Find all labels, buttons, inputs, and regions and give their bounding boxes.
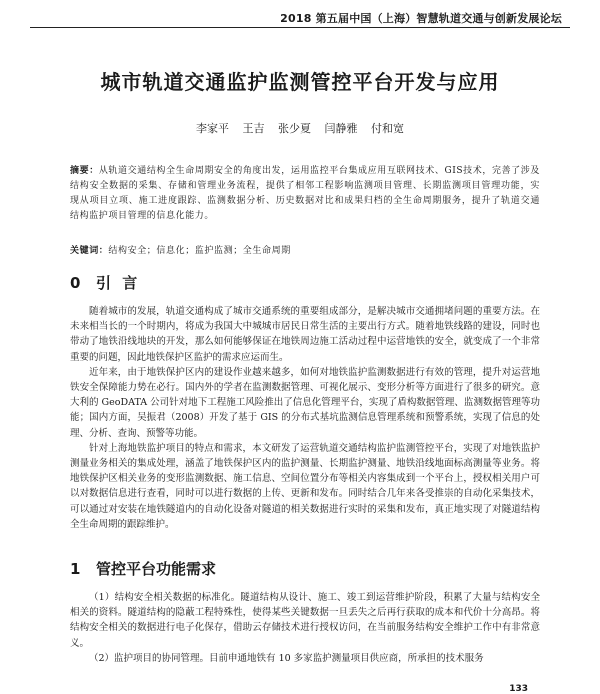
section-heading-introduction bbox=[70, 272, 140, 293]
keywords-text: 结构安全；信息化；监护监测；全生命周期 bbox=[108, 246, 291, 256]
author-name: 付和宽 bbox=[371, 122, 404, 135]
running-header bbox=[0, 0, 600, 28]
paragraph: 随着城市的发展，轨道交通构成了城市交通系统的重要组成部分，是解决城市交通拥堵问题的重要方法。在未来相当长的一个时期内，将成为我国大中城城市居民日常生活的主要出行方式。随着地铁线路的建设，同时也带动了地铁沿线地块的开发，那么如何能够保证在地铁周边施工活动过程中运营地铁的安全，就变成了一个非常重要的问题，因此地铁保护区监护的需求应运而生。 bbox=[70, 306, 540, 363]
keywords-label: 关键词： bbox=[70, 246, 109, 256]
section-title: 管控平台功能需求 bbox=[96, 560, 217, 578]
author-name: 张少夏 bbox=[278, 122, 311, 135]
paragraph: （1）结构安全相关数据的标准化。隧道结构从设计、施工、竣工到运营维护阶段，积累了大量与结构安全相关的资料。隧道结构的隐蔽工程特殊性，使得某些关键数据一旦丢失之后再行获取的成本和代价十分高昂。将结构安全相关的数据进行电子化保存，借助云存储技术进行授权访问，在当前服务结构安全维护工作中有非常意义。 bbox=[70, 592, 540, 649]
section-heading-requirements bbox=[70, 558, 216, 579]
abstract-text: 从轨道交通结构全生命周期安全的角度出发，运用监控平台集成应用互联网技术、GIS技术，完善了涉及结构安全数据的采集、存储和管理业务流程，提供了相邻工程影响监测项目管理、长期监测项目管理功能，实现从项目立项、施工进度跟踪、监测数据分析、历史数据对比和成果归档的全生命周期服务，提升了轨道交通结构监护项目管理的信息化能力。 bbox=[70, 166, 540, 221]
paragraph: 近年来，由于地铁保护区内的建设作业越来越多，如何对地铁监护监测数据进行有效的管理，提升对运营地铁安全保障能力势在必行。国内外的学者在监测数据管理、可视化展示、变形分析等方面进行了很多的研究。意大利的 GeoDATA 公司针对地下工程施工风险推出了信息化管理平台，实现了盾构数据管理、监测数据管理等功能；国内方面，吴振君（2008）开发了基于 GIS 的分布式基坑监测信息管理系统和预警系统，实现了信息的处理、分析、查询、预警等功能。 bbox=[70, 366, 540, 439]
abstract-label: 摘要： bbox=[70, 166, 99, 176]
author-name: 王吉 bbox=[242, 122, 265, 135]
paragraph: 针对上海地铁监护项目的特点和需求，本文研发了运营轨道交通结构监护监测管控平台，实现了对地铁监护测量业务相关的集成处理，涵盖了地铁保护区内的监护测量、长期监护测量、地铁沿线地面标高测量等业务。将地铁保护区相关业务的变形监测数据、施工信息、空间位置分布等相关内容集成到一个平台上，授权相关用户可以对数据信息进行查看，同时可以进行数据的上传、更新和发布。同时结合几年来各受推崇的自动化采集技术，可以通过对安装在地铁隧道内的自动化设备对隧道的相关数据进行实时的采集和发布，真正地实现了对隧道结构全生命周期的跟踪维护。 bbox=[70, 442, 540, 530]
author-name: 闫静雅 bbox=[324, 122, 358, 135]
author-list bbox=[0, 120, 600, 136]
page-number: 133 bbox=[509, 684, 528, 694]
section-number: 1 bbox=[70, 560, 81, 578]
paper-title: 城市轨道交通监护监测管控平台开发与应用 bbox=[100, 70, 500, 94]
section-number: 0 bbox=[70, 274, 81, 292]
header-divider bbox=[30, 27, 570, 28]
author-name: 李家平 bbox=[196, 122, 229, 135]
keywords bbox=[70, 244, 540, 259]
running-header-title: 2018 第五届中国（上海）智慧轨道交通与创新发展论坛 bbox=[280, 12, 562, 25]
abstract bbox=[70, 164, 540, 224]
section-body-introduction bbox=[70, 304, 540, 532]
section-title: 引 言 bbox=[96, 274, 141, 292]
section-body-requirements bbox=[70, 590, 540, 666]
paragraph: （2）监护项目的协同管理。目前申通地铁有 10 多家监护测量项目供应商，所承担的技术服务 bbox=[89, 652, 484, 664]
